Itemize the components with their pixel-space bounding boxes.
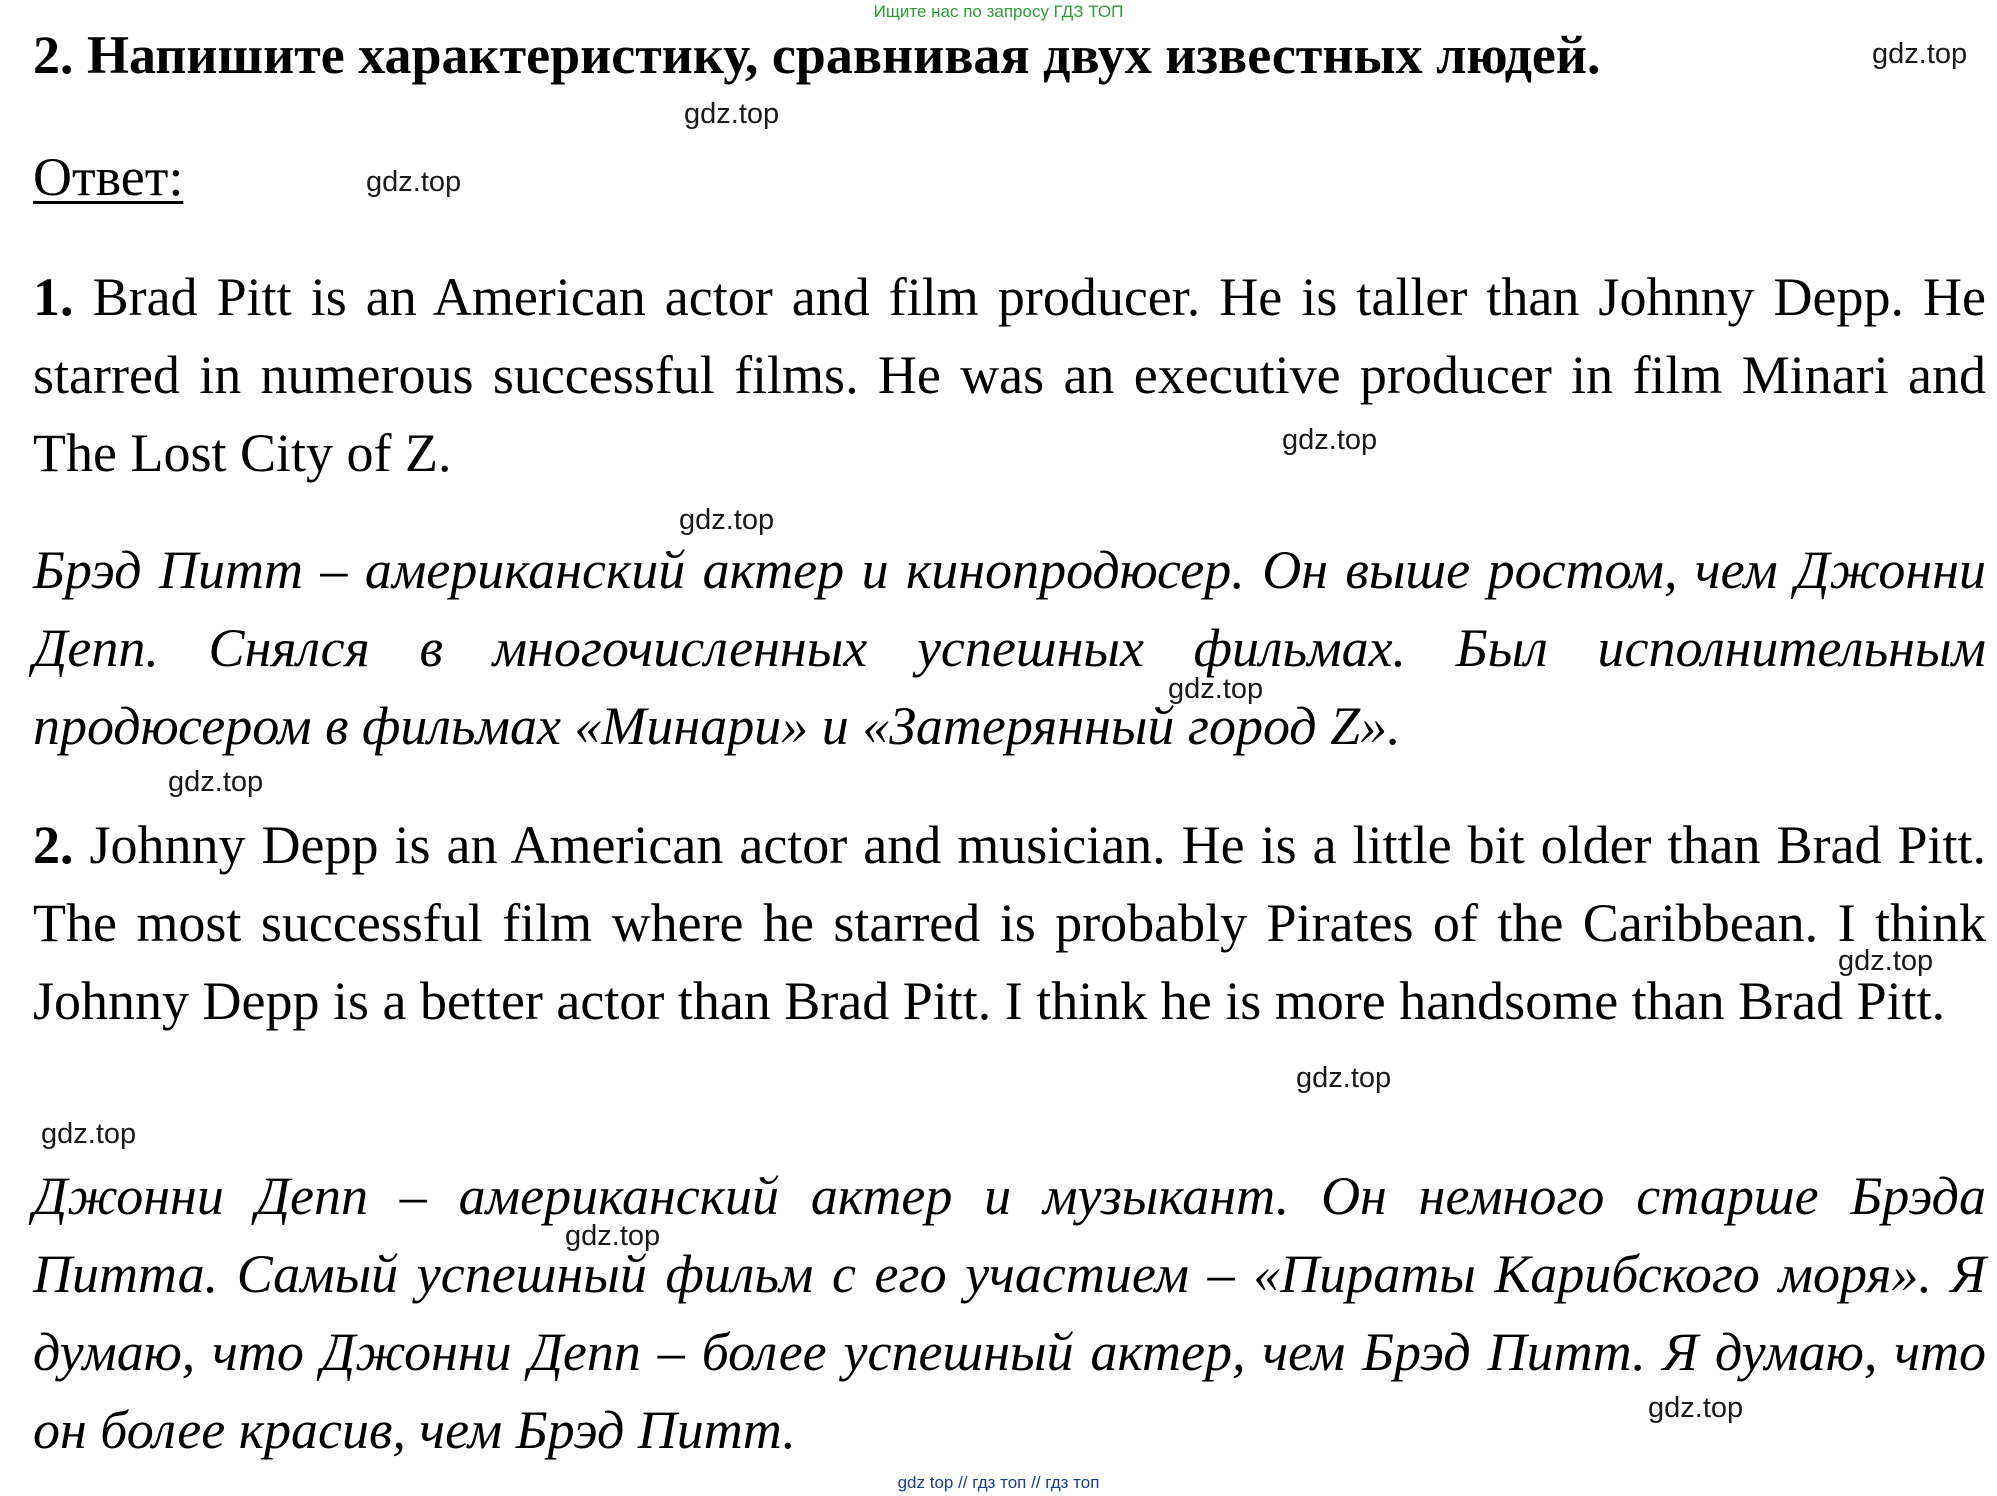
- bottom-banner: gdz top // гдз топ // гдз топ: [897, 1473, 1100, 1492]
- item-1-number: 1.: [33, 267, 74, 327]
- top-banner: Ищите нас по запросу ГДЗ ТОП: [873, 2, 1124, 21]
- watermark: gdz.top: [1168, 673, 1264, 705]
- answer-label: Ответ:: [33, 147, 184, 207]
- watermark: gdz.top: [684, 98, 780, 130]
- watermark: gdz.top: [41, 1118, 137, 1150]
- item-2-russian: Джонни Депп – американский актер и музыкант. Он немного старше Брэда Питта. Самый успешный фильм с его участием – «Пираты Карибского моря». Я думаю, что Джонни Депп – более успешный актер, чем Брэд Питт. Я думаю, что он более красив, чем Брэд Питт.: [33, 1166, 1986, 1460]
- task-title: 2. Напишите характеристику, сравнивая двух известных людей.: [33, 25, 1601, 85]
- item-1-english-text: Brad Pitt is an American actor and film producer. He is taller than Johnny Depp. He starred in numerous successful films. He was an executive producer in film Minari and The Lost City of Z.: [33, 267, 1986, 483]
- watermark: gdz.top: [1872, 38, 1968, 70]
- watermark: gdz.top: [366, 166, 462, 198]
- item-2-english-text: Johnny Depp is an American actor and musician. He is a little bit older than Brad Pitt. The most successful film where he starred is probably Pirates of the Caribbean. I think Johnny Depp is a better actor than Brad Pitt. I think he is more handsome than Brad Pitt.: [33, 815, 1987, 1031]
- item-2-english: [33, 806, 1986, 1040]
- watermark: gdz.top: [1838, 945, 1934, 977]
- item-2-number: 2.: [33, 815, 74, 875]
- watermark: gdz.top: [1282, 424, 1378, 456]
- watermark: gdz.top: [565, 1220, 661, 1252]
- watermark: gdz.top: [679, 504, 775, 536]
- item-1-russian: Брэд Питт – американский актер и кинопродюсер. Он выше ростом, чем Джонни Депп. Снялся в многочисленных успешных фильмах. Был исполнительным продюсером в фильмах «Минари» и «Затерянный город Z».: [33, 540, 1986, 756]
- watermark: gdz.top: [1296, 1062, 1392, 1094]
- watermark: gdz.top: [168, 766, 264, 798]
- item-1-english: [33, 258, 1986, 492]
- watermark: gdz.top: [1648, 1392, 1744, 1424]
